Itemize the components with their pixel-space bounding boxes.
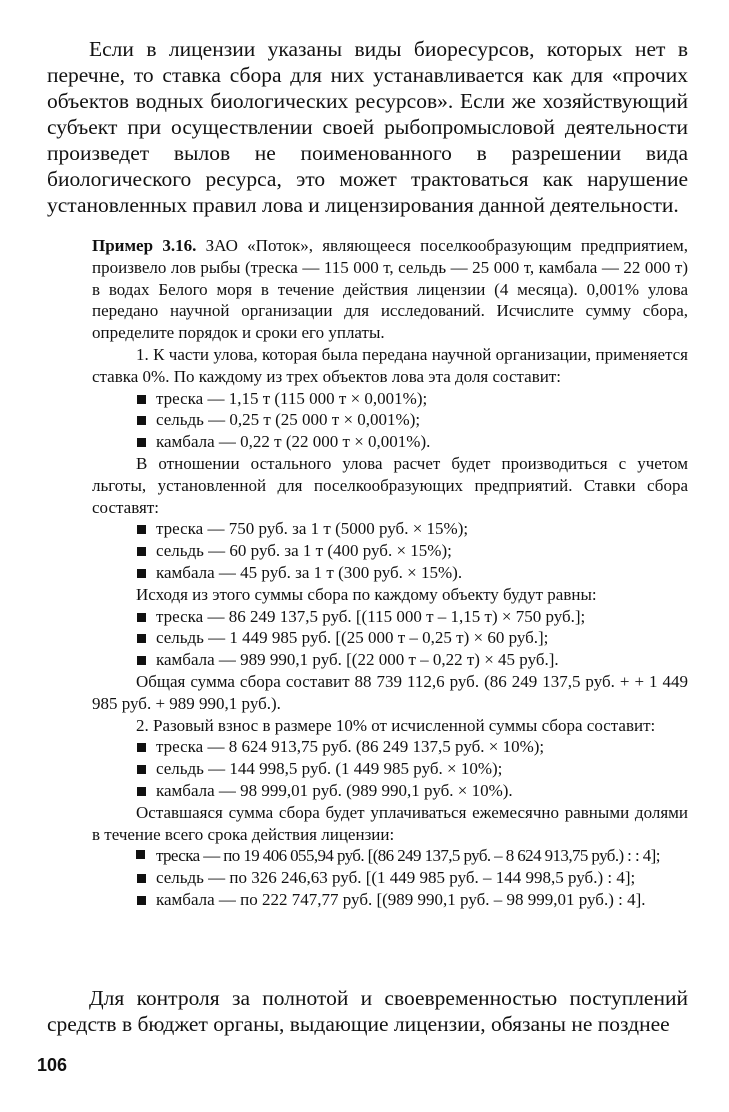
list-item: сельдь — 144 998,5 руб. (1 449 985 руб. × 10%); — [136, 758, 688, 780]
list-item: треска — 8 624 913,75 руб. (86 249 137,5 руб. × 10%); — [136, 736, 688, 758]
list-item: камбала — по 222 747,77 руб. [(989 990,1 руб. – 98 999,01 руб.) : 4]. — [136, 889, 688, 911]
monthly-item-cod: треска — по 19 406 055,94 руб. [(86 249 137,5 руб. – 8 624 913,75 руб.) : : 4]; — [92, 845, 688, 867]
list-item: треска — 86 249 137,5 руб. [(115 000 т – 1,15 т) × 750 руб.]; — [136, 606, 688, 628]
list-item: треска — 750 руб. за 1 т (5000 руб. × 15%); — [136, 518, 688, 540]
rates-intro: В отношении остального улова расчет будет производиться с учетом льготы, установленной для поселкообразующих предприятий. Ставки сбора составят: — [92, 453, 688, 517]
step2-intro: 2. Разовый взнос в размере 10% от исчисленной суммы сбора составит: — [136, 715, 656, 735]
total-sum: Общая сумма сбора составит 88 739 112,6 руб. (86 249 137,5 руб. + + 1 449 985 руб. + 989 990,1 руб.). — [92, 671, 688, 713]
step2-list — [92, 736, 688, 801]
monthly-list — [92, 867, 688, 911]
monthly-intro: Оставшаяся сумма сбора будет уплачиваться ежемесячно равными долями в течение всего срока действия лицензии: — [92, 802, 688, 844]
rates-list — [92, 518, 688, 583]
sums-list — [92, 606, 688, 671]
example-statement — [92, 235, 688, 344]
list-item: камбала — 989 990,1 руб. [(22 000 т – 0,22 т) × 45 руб.]. — [136, 649, 688, 671]
list-item: сельдь — 60 руб. за 1 т (400 руб. × 15%); — [136, 540, 688, 562]
list-item: сельдь — по 326 246,63 руб. [(1 449 985 руб. – 144 998,5 руб.) : 4]; — [136, 867, 688, 889]
step1-list — [92, 388, 688, 453]
list-item: сельдь — 0,25 т (25 000 т × 0,001%); — [136, 409, 688, 431]
page-number: 106 — [37, 1055, 68, 1075]
list-item: треска — 1,15 т (115 000 т × 0,001%); — [136, 388, 688, 410]
list-item: сельдь — 1 449 985 руб. [(25 000 т – 0,25 т) × 60 руб.]; — [136, 627, 688, 649]
sums-intro: Исходя из этого суммы сбора по каждому объекту будут равны: — [136, 584, 597, 604]
closing-paragraph: Для контроля за полнотой и своевременностью поступлений средств в бюджет органы, выдающие лицензии, обязаны не позднее — [47, 986, 688, 1036]
example-block — [92, 235, 688, 911]
list-item: камбала — 45 руб. за 1 т (300 руб. × 15%). — [136, 562, 688, 584]
step1-intro: 1. К части улова, которая была передана научной организации, применяется ставка 0%. По каждому из трех объектов лова эта доля составит: — [92, 344, 688, 386]
list-item: камбала — 0,22 т (22 000 т × 0,001%). — [136, 431, 688, 453]
example-title: Пример 3.16. — [92, 236, 197, 255]
example-statement-text: ЗАО «Поток», являющееся поселкообразующим предприятием, произвело лов рыбы (треска — 115 000 т, сельдь — 25 000 т, камбала — 22 000 т) в водах Белого моря в течение действия лицензии (4 месяца). 0,001% улова передано научной организации для исследований. Исчислите сумму сбора, определите порядок и сроки его уплаты. — [92, 236, 688, 343]
list-item: камбала — 98 999,01 руб. (989 990,1 руб. × 10%). — [136, 780, 688, 802]
intro-paragraph: Если в лицензии указаны виды биоресурсов, которых нет в перечне, то ставка сбора для них устанавливается как для «прочих объектов водных биологических ресурсов». Если же хозяйствующий субъект при осуществлении своей рыбопромысловой деятельности произведет вылов не поименованного в разрешении вида биологического ресурса, это может трактоваться как нарушение установленных правил лова и лицензирования данной деятельности. — [47, 37, 688, 217]
